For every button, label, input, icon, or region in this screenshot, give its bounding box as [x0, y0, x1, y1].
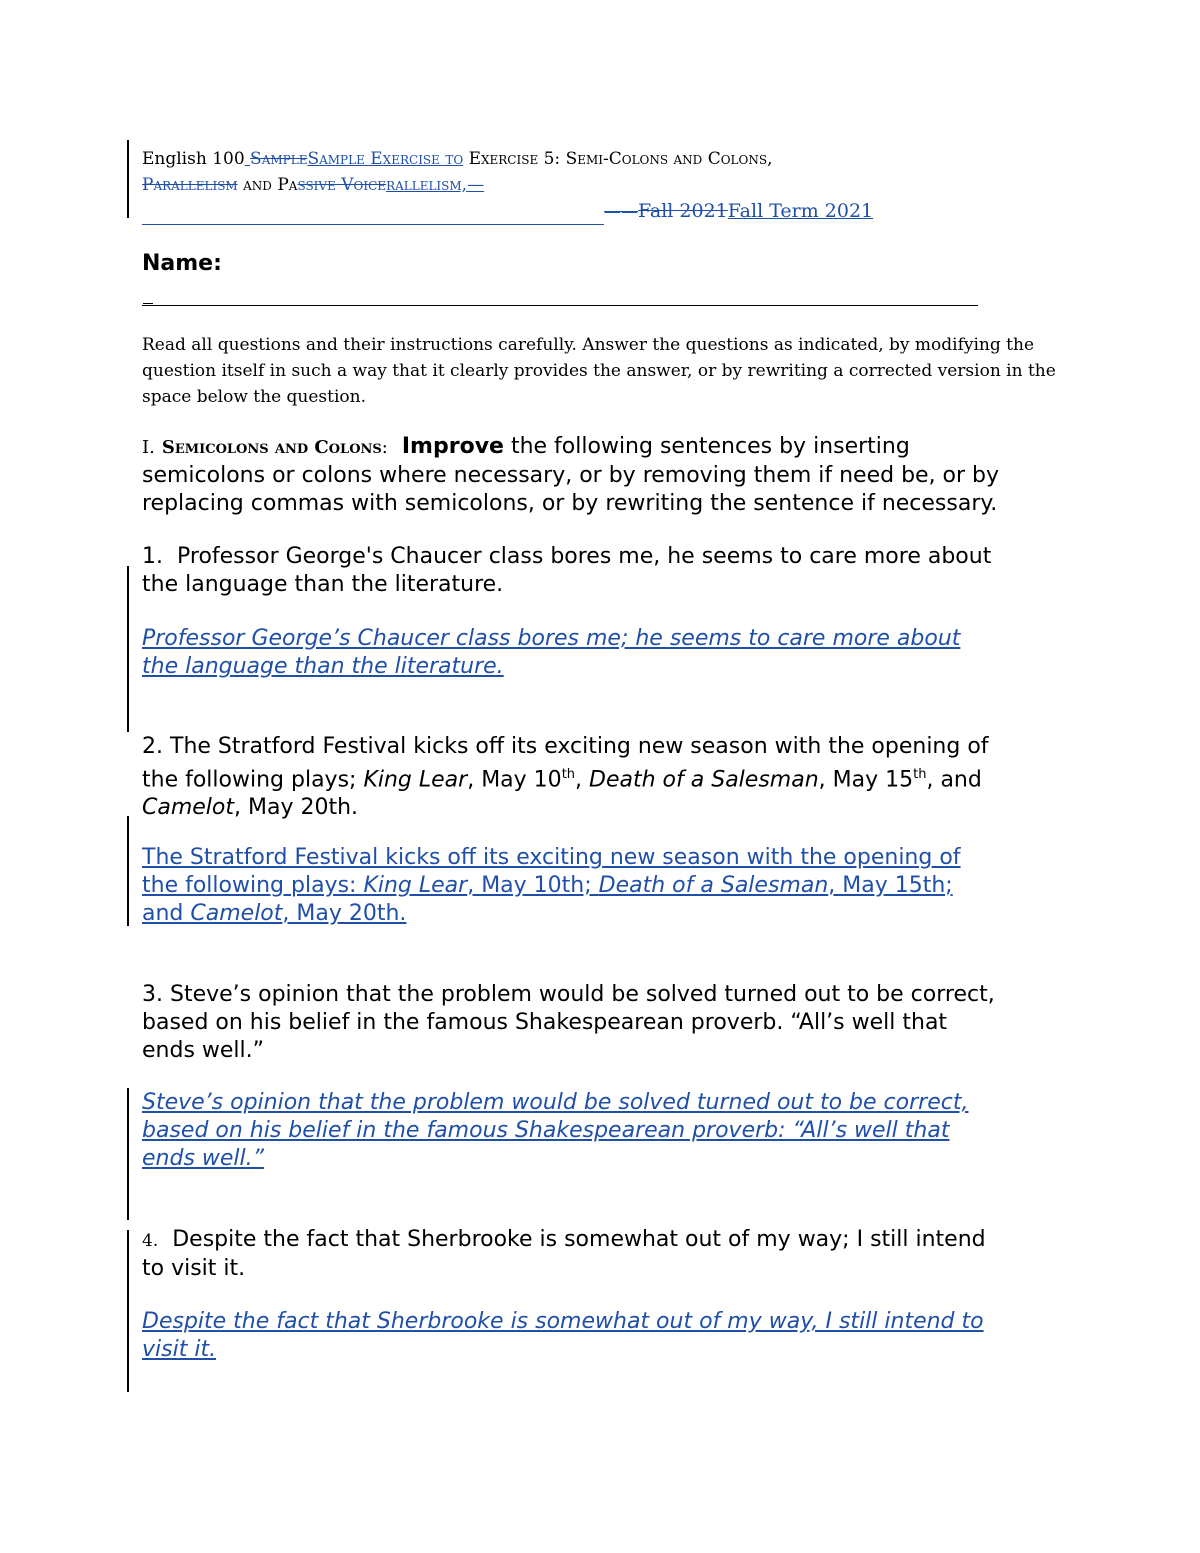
deleted-sample: Sample [250, 149, 308, 169]
answer-3: Steve’s opinion that the problem would be solved turned out to be correct, based on his belief in the famous Shakespearean proverb: “All’s well that ends well.” [142, 1090, 969, 1171]
change-bar-q2 [127, 816, 129, 926]
name-underscore [143, 303, 153, 304]
question-2: 2. The Stratford Festival kicks off its exciting new season with the opening of the following plays; King Lear, May 10th, Death of a Salesman, May 15th, and Camelot, May 20th. [142, 734, 989, 821]
change-bar-q1 [127, 566, 129, 732]
name-label: Name: [142, 251, 222, 276]
section-bold-word: Improve [401, 434, 504, 459]
section-heading: I. Semicolons and Colons: Improve the following sentences by inserting semicolons or colons where necessary, or by removing them if need be, or by replacing commas with semicolons, or by rewriting the sentence if necessary. [142, 433, 1082, 518]
change-bar-q3 [127, 1088, 129, 1220]
question-number: 4. [142, 1231, 159, 1251]
question-number: 2. [142, 734, 163, 759]
section-line-2: semicolons or colons where necessary, or by removing them if need be, or by [142, 463, 1000, 488]
answer-2: The Stratford Festival kicks off its exciting new season with the opening of the following plays: King Lear, May 10th; Death of a Salesman, May 15th; and Camelot, May 20th. [142, 845, 961, 926]
question-4: 4. Despite the fact that Sherbrooke is somewhat out of my way; I still intend to visit it. [142, 1227, 986, 1281]
name-row [142, 250, 1057, 306]
course-name: English 100 [142, 149, 245, 169]
name-field[interactable] [142, 281, 978, 306]
pa-prefix: Pa [277, 175, 298, 195]
inserted-term: Fall Term 2021 [727, 200, 874, 222]
answer-4: Despite the fact that Sherbrooke is somewhat out of my way, I still intend to visit it. [142, 1309, 984, 1362]
change-bar-header [127, 140, 129, 218]
document-header [142, 146, 1062, 225]
deleted-parallelism: Parallelism [142, 175, 238, 195]
question-number: 3. [142, 982, 163, 1007]
deleted-term: Fall 2021 [638, 200, 728, 222]
question-1: 1. Professor George's Chaucer class bores me, he seems to care more about the language than the literature. [142, 544, 992, 597]
section-number: I. [142, 437, 155, 458]
answer-1: Professor George’s Chaucer class bores me; he seems to care more about the language than the literature. [142, 626, 961, 679]
exercise-title: Exercise 5: Semi-Colons and Colons, [468, 149, 773, 169]
section-title: Semicolons and Colons [161, 437, 382, 458]
inserted-rallelism: rallelism, [386, 175, 468, 195]
question-3: 3. Steve’s opinion that the problem would be solved turned out to be correct, based on his belief in the famous Shakespearean proverb. “All’s well that ends well.” [142, 982, 995, 1063]
section-line-3: replacing commas with semicolons, or by rewriting the sentence if necessary. [142, 491, 998, 516]
header-line-1 [142, 146, 1062, 172]
header-line-3: ——Fall 2021Fall Term 2021 [142, 198, 1062, 225]
header-tab-leader [142, 204, 604, 225]
instructions: Read all questions and their instructions carefully. Answer the questions as indicated, by modifying the question itself in such a way that it clearly provides the answer, or by rewriting a corrected version in the space below the question. [142, 335, 1056, 407]
deleted-passive-voice: ssive Voice [297, 175, 387, 195]
inserted-sample-exercise: Sample Exercise to [307, 149, 464, 169]
question-number: 1. [142, 544, 163, 569]
and-word: and [243, 175, 272, 195]
header-line-2: Parallelism and Passive Voicerallelism,— [142, 175, 485, 195]
change-bar-q4 [127, 1230, 129, 1392]
